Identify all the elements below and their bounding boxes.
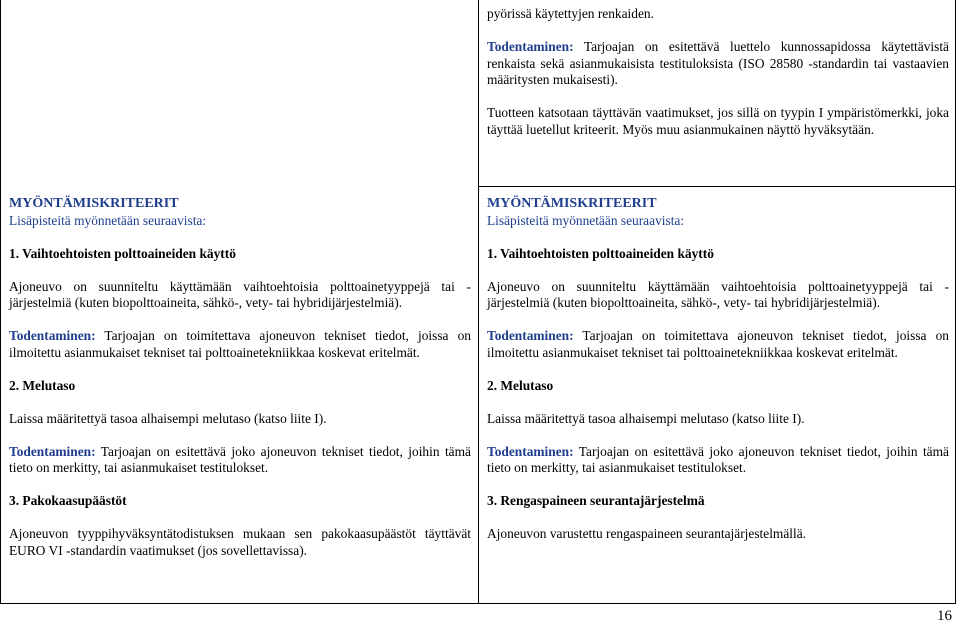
criterion-3-text: Ajoneuvon varustettu rengaspaineen seurantajärjestelmällä. (487, 526, 807, 541)
criterion-1-text: Ajoneuvo on suunniteltu käyttämään vaihtoehtoisia polttoainetyyppejä tai -järjestelmiä (kuten biopolttoaineita, sähkö-, vety- tai hybridijärjestelmiä). (9, 278, 471, 310)
top-right-cell (487, 6, 949, 138)
criterion-1-text: Ajoneuvo on suunniteltu käyttämään vaihtoehtoisia polttoainetyyppejä tai -järjestelmiä (kuten biopolttoaineita, sähkö-, vety- tai hybridijärjestelmiä). (487, 278, 949, 310)
criterion-3-text: Ajoneuvon tyyppihyväksyntätodistuksen mukaan sen pakokaasupäästöt täyttävät EURO VI -standardin vaatimukset (jos sovellettavissa). (9, 526, 471, 558)
verification-label: Todentaminen: (487, 39, 574, 54)
criterion-2-text: Laissa määritettyä tasoa alhaisempi melutaso (katso liite I). (487, 410, 805, 426)
criterion-2-text: Laissa määritettyä tasoa alhaisempi melutaso (katso liite I). (9, 410, 327, 426)
criterion-3-title: 3. Rengaspaineen seurantajärjestelmä (487, 493, 705, 508)
table-border-left (0, 0, 1, 604)
criterion-2-title: 2. Melutaso (9, 377, 76, 393)
criterion-1-verification: Todentaminen: Tarjoajan on toimitettava ajoneuvon tekniset tiedot, joissa on ilmoitettu asianmukaiset tekniset tai polttoainetekniikkaa koskevat eritelmät. (487, 328, 949, 360)
left-criteria-cell (9, 196, 471, 559)
section-heading: MYÖNTÄMISKRITEERIT (487, 196, 657, 211)
table-border-right (955, 0, 956, 604)
criterion-3-title: 3. Pakokaasupäästöt (9, 493, 127, 508)
criterion-1-title: 1. Vaihtoehtoisten polttoaineiden käyttö (487, 245, 714, 261)
section-heading: MYÖNTÄMISKRITEERIT (9, 196, 179, 211)
row-divider (478, 186, 956, 187)
criterion-1-verification: Todentaminen: Tarjoajan on toimitettava ajoneuvon tekniset tiedot, joissa on ilmoitettu asianmukaiset tekniset tai polttoainetekniikkaa koskevat eritelmät. (9, 328, 471, 360)
criterion-2-verification: Todentaminen: Tarjoajan on esitettävä joko ajoneuvon tekniset tiedot, joihin tämä tieto on merkitty, tai asianmukaiset testitulokset. (9, 443, 471, 475)
verification-paragraph: Todentaminen: Tarjoajan on esitettävä luettelo kunnossapidossa käytettävistä renkaista sekä asianmukaisista testituloksista (ISO 28580 -standardin tai vastaavien määritysten mukaisesti). (487, 39, 949, 87)
ecolabel-paragraph: Tuotteen katsotaan täyttävän vaatimukset, jos sillä on tyypin I ympäristömerkki, joka täyttää luetellut kriteerit. Myös muu asianmukainen näyttö hyväksytään. (487, 105, 949, 137)
page-number: 16 (937, 608, 952, 624)
table-divider (478, 0, 479, 604)
criterion-2-title: 2. Melutaso (487, 377, 554, 393)
continuation-text: pyörissä käytettyjen renkaiden. (487, 6, 654, 21)
criterion-2-verification: Todentaminen: Tarjoajan on esitettävä joko ajoneuvon tekniset tiedot, joihin tämä tieto on merkitty, tai asianmukaiset testitulokset. (487, 443, 949, 475)
intro-text: Lisäpisteitä myönnetään seuraavista: (9, 212, 207, 228)
right-criteria-cell (487, 196, 949, 543)
intro-text: Lisäpisteitä myönnetään seuraavista: (487, 212, 685, 228)
criterion-1-title: 1. Vaihtoehtoisten polttoaineiden käyttö (9, 245, 236, 261)
table-border-bottom (0, 603, 956, 604)
